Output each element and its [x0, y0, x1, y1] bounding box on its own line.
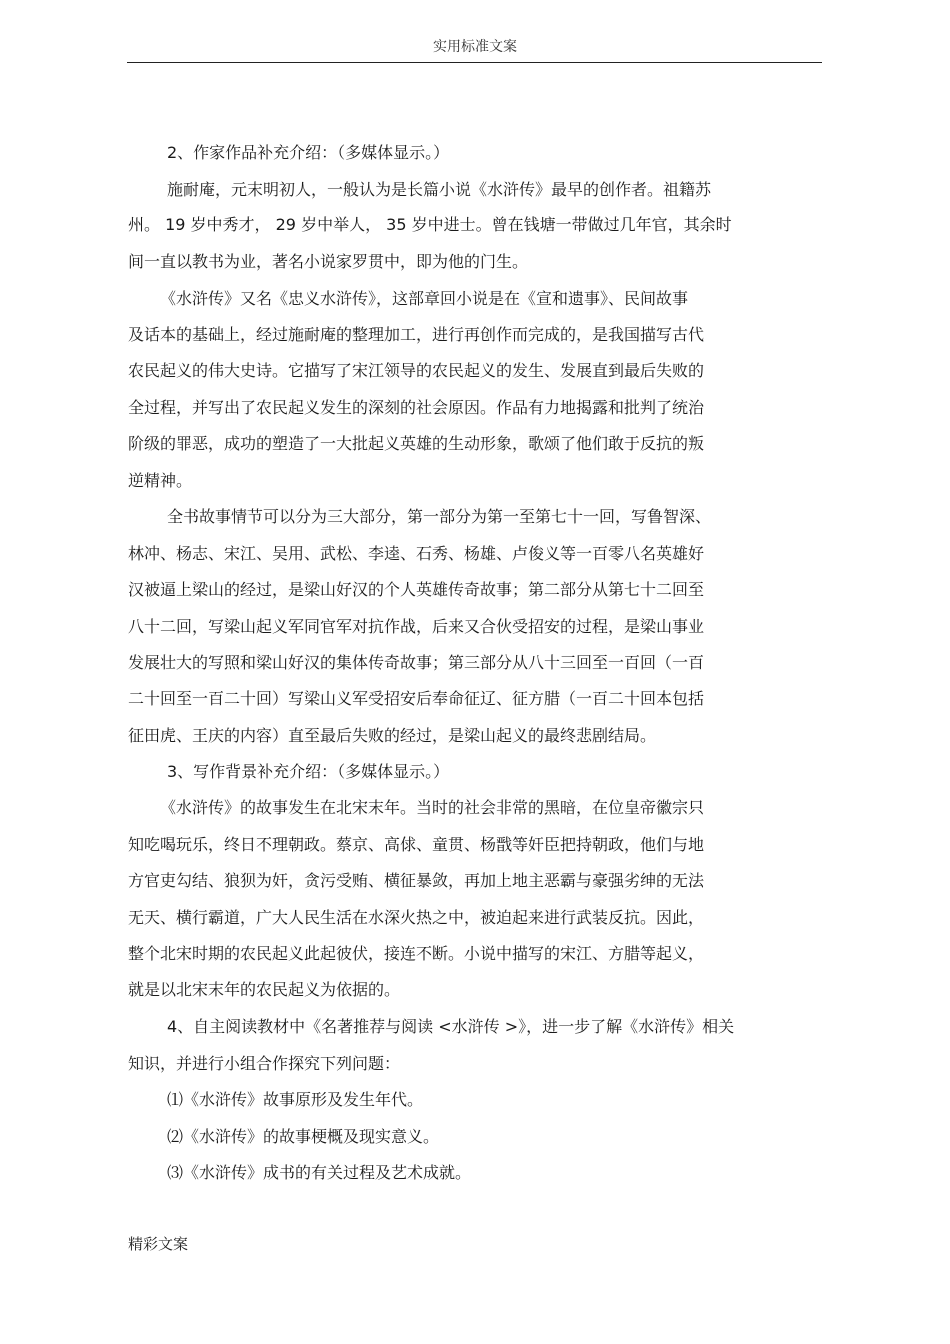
- paragraph-line: 州。 19 岁中秀才， 29 岁中举人， 35 岁中进士。曾在钱塘一带做过几年官，其余时: [128, 215, 732, 234]
- paragraph-line: 二十回至一百二十回）写梁山义军受招安后奉命征辽、征方腊（一百二十回本包括: [128, 689, 705, 708]
- paragraph-line: 无天、横行霸道，广大人民生活在水深火热之中，被迫起来进行武装反抗。因此，: [128, 908, 705, 927]
- paragraph-line: 就是以北宋末年的农民起义为依据的。: [128, 980, 401, 999]
- paragraph-line: 全过程，并写出了农民起义发生的深刻的社会原因。作品有力地揭露和批判了统治: [128, 398, 705, 417]
- paragraph-line: 征田虎、王庆的内容）直至最后失败的经过，是梁山起义的最终悲剧结局。: [128, 726, 657, 745]
- paragraph-line: 整个北宋时期的农民起义此起彼伏，接连不断。小说中描写的宋江、方腊等起义，: [128, 944, 705, 963]
- section-heading: 2、作家作品补充介绍：（多媒体显示。）: [167, 143, 450, 162]
- paragraph-line: 发展壮大的写照和梁山好汉的集体传奇故事；第三部分从八十三回至一百回（一百: [128, 653, 705, 672]
- paragraph-line: 《水浒传》又名《忠义水浒传》，这部章回小说是在《宣和遗事》、民间故事: [160, 289, 689, 308]
- paragraph-line: 八十二回，写梁山起义军同官军对抗作战，后来又合伙受招安的过程，是梁山事业: [128, 617, 705, 636]
- question-item: ⑴《水浒传》故事原形及发生年代。: [167, 1090, 424, 1109]
- paragraph-line: 全书故事情节可以分为三大部分，第一部分为第一至第七十一回，写鲁智深、: [167, 507, 712, 526]
- header-rule: [127, 62, 822, 63]
- paragraph-line: 汉被逼上梁山的经过，是梁山好汉的个人英雄传奇故事；第二部分从第七十二回至: [128, 580, 705, 599]
- paragraph-line: 及话本的基础上，经过施耐庵的整理加工，进行再创作而完成的，是我国描写古代: [128, 325, 705, 344]
- paragraph-line: 农民起义的伟大史诗。它描写了宋江领导的农民起义的发生、发展直到最后失败的: [128, 361, 705, 380]
- header-title: 实用标准文案: [433, 39, 517, 55]
- section-heading: 3、写作背景补充介绍：（多媒体显示。）: [167, 762, 450, 781]
- question-item: ⑶《水浒传》成书的有关过程及艺术成就。: [167, 1163, 472, 1182]
- paragraph-line: 施耐庵，元末明初人，一般认为是长篇小说《水浒传》最早的创作者。祖籍苏: [167, 180, 712, 199]
- paragraph-line: 知吃喝玩乐，终日不理朝政。蔡京、高俅、童贯、杨戬等奸臣把持朝政，他们与地: [128, 835, 705, 854]
- paragraph-line: 林冲、杨志、宋江、吴用、武松、李逵、石秀、杨雄、卢俊义等一百零八名英雄好: [128, 544, 705, 563]
- paragraph-line: 《水浒传》的故事发生在北宋末年。当时的社会非常的黑暗，在位皇帝徽宗只: [160, 798, 705, 817]
- paragraph-line: 方官吏勾结、狼狈为奸，贪污受贿、横征暴敛，再加上地主恶霸与豪强劣绅的无法: [128, 871, 705, 890]
- paragraph-line: 阶级的罪恶，成功的塑造了一大批起义英雄的生动形象，歌颂了他们敢于反抗的叛: [128, 434, 705, 453]
- paragraph-line: 间一直以教书为业，著名小说家罗贯中，即为他的门生。: [128, 252, 529, 271]
- paragraph-line: 逆精神。: [128, 471, 193, 490]
- section-heading: 4、自主阅读教材中《名著推荐与阅读 <水浒传 >》，进一步了解《水浒传》相关: [167, 1017, 735, 1036]
- paragraph-line: 知识，并进行小组合作探究下列问题：: [128, 1054, 401, 1073]
- page-footer: 精彩文案: [128, 1235, 189, 1253]
- question-item: ⑵《水浒传》的故事梗概及现实意义。: [167, 1127, 440, 1146]
